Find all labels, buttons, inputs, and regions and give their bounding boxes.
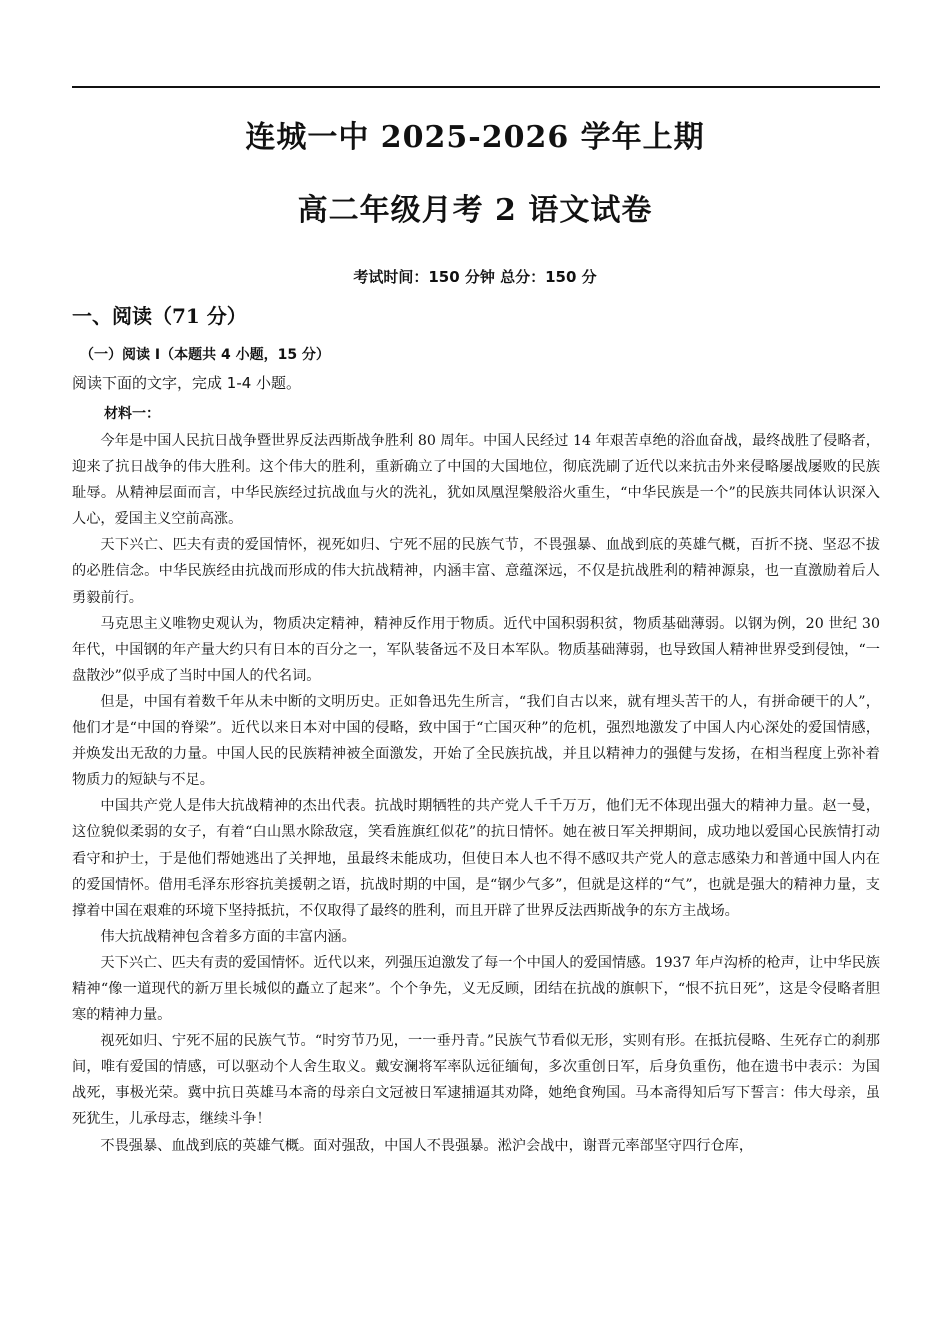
sub-heading: （一）阅读 I（本题共 4 小题，15 分） (80, 347, 330, 363)
passage-paragraph: 不畏强暴、血战到底的英雄气概。面对强敌，中国人不畏强暴。淞沪会战中，谢晋元率部坚守四行仓库， (100, 1137, 754, 1154)
passage-paragraph: 马克思主义唯物史观认为，物质决定精神，精神反作用于物质。近代中国积弱积贫，物质基础薄弱。以钢为例，20 世纪 30 年代，中国钢的年产量大约只有日本的百分之一，军队装备远不及日本军队。物质基础薄弱，也导致国人精神世界受到侵蚀，“一盘散沙”似乎成了当时中国人的代名词。 (72, 615, 880, 684)
exam-title-line1: 连城一中 2025-2026 学年上期 (245, 120, 705, 155)
passage-paragraph: 今年是中国人民抗日战争暨世界反法西斯战争胜利 80 周年。中国人民经过 14 年艰苦卓绝的浴血奋战，最终战胜了侵略者，迎来了抗日战争的伟大胜利。这个伟大的胜利，重新确立了中国的大国地位，彻底洗刷了近代以来抗击外来侵略屡战屡败的民族耻辱。从精神层面而言，中华民族经过抗战血与火的洗礼，犹如凤凰涅槃般浴火重生，“中华民族是一个”的民族共同体认识深入人心，爱国主义空前高涨。 (72, 433, 880, 528)
passage-paragraph: 视死如归、宁死不屈的民族气节。“时穷节乃见，一一垂丹青。”民族气节看似无形，实则有形。在抵抗侵略、生死存亡的刹那间，唯有爱国的情感，可以驱动个人舍生取义。戴安澜将军率队远征缅甸，多次重创日军，后身负重伤，他在遗书中表示：为国战死，事极光荣。冀中抗日英雄马本斋的母亲白文冠被日军逮捕逼其劝降，她绝食殉国。马本斋得知后写下誓言：伟大母亲，虽死犹生，儿承母志，继续斗争！ (72, 1033, 880, 1128)
passage-paragraph: 天下兴亡、匹夫有责的爱国情怀。近代以来，列强压迫激发了每一个中国人的爱国情感。1937 年卢沟桥的枪声，让中华民族精神“像一道现代的新万里长城似的矗立了起来”。个个争先，义无反顾，团结在抗战的旗帜下，“恨不抗日死”，这是令侵略者胆寒的精神力量。 (72, 954, 880, 1024)
exam-title-line2: 高二年级月考 2 语文试卷 (297, 193, 653, 228)
passage-paragraph: 伟大抗战精神包含着多方面的丰富内涵。 (100, 928, 356, 945)
passage-paragraph: 但是，中国有着数千年从未中断的文明历史。正如鲁迅先生所言，“我们自古以来，就有埋头苦干的人，有拼命硬干的人”，他们才是“中国的脊梁”。近代以来日本对中国的侵略，致中国于“亡国灭种”的危机，强烈地激发了中国人内心深处的爱国情感，并焕发出无敌的力量。中国人民的民族精神被全面激发，开始了全民族抗战，并且以精神力的强健与发扬，在相当程度上弥补着物质力的短缺与不足。 (72, 693, 880, 789)
passage-paragraph: 中国共产党人是伟大抗战精神的杰出代表。抗战时期牺牲的共产党人千千万万，他们无不体现出强大的精神力量。赵一曼，这位貌似柔弱的女子，有着“白山黑水除敌寇，笑看旌旗红似花”的抗日情怀。她在被日军关押期间，成功地以爱国心民族情打动看守和护士，于是他们帮她逃出了关押地，虽最终未能成功，但使日本人也不得不感叹共产党人的意志感染力和普通中国人内在的爱国情怀。借用毛泽东形容抗美援朝之语，抗战时期的中国，是“钢少气多”，但就是这样的“气”，也就是强大的精神力量，支撑着中国在艰难的环境下坚持抵抗，不仅取得了最终的胜利，而且开辟了世界反法西斯战争的东方主战场。 (72, 798, 880, 919)
reading-passage (72, 428, 880, 1159)
top-rule (72, 86, 880, 88)
instruction-text: 阅读下面的文字，完成 1-4 小题。 (72, 374, 302, 392)
material-label: 材料一： (104, 406, 160, 422)
exam-info: 考试时间：150 分钟 总分：150 分 (353, 268, 597, 286)
section-heading: 一、阅读（71 分） (72, 304, 247, 328)
passage-paragraph: 天下兴亡、匹夫有责的爱国情怀，视死如归、宁死不屈的民族气节，不畏强暴、血战到底的英雄气概，百折不挠、坚忍不拔的必胜信念。中华民族经由抗战而形成的伟大抗战精神，内涵丰富、意蕴深远，不仅是抗战胜利的精神源泉，也一直激励着后人勇毅前行。 (72, 537, 880, 606)
